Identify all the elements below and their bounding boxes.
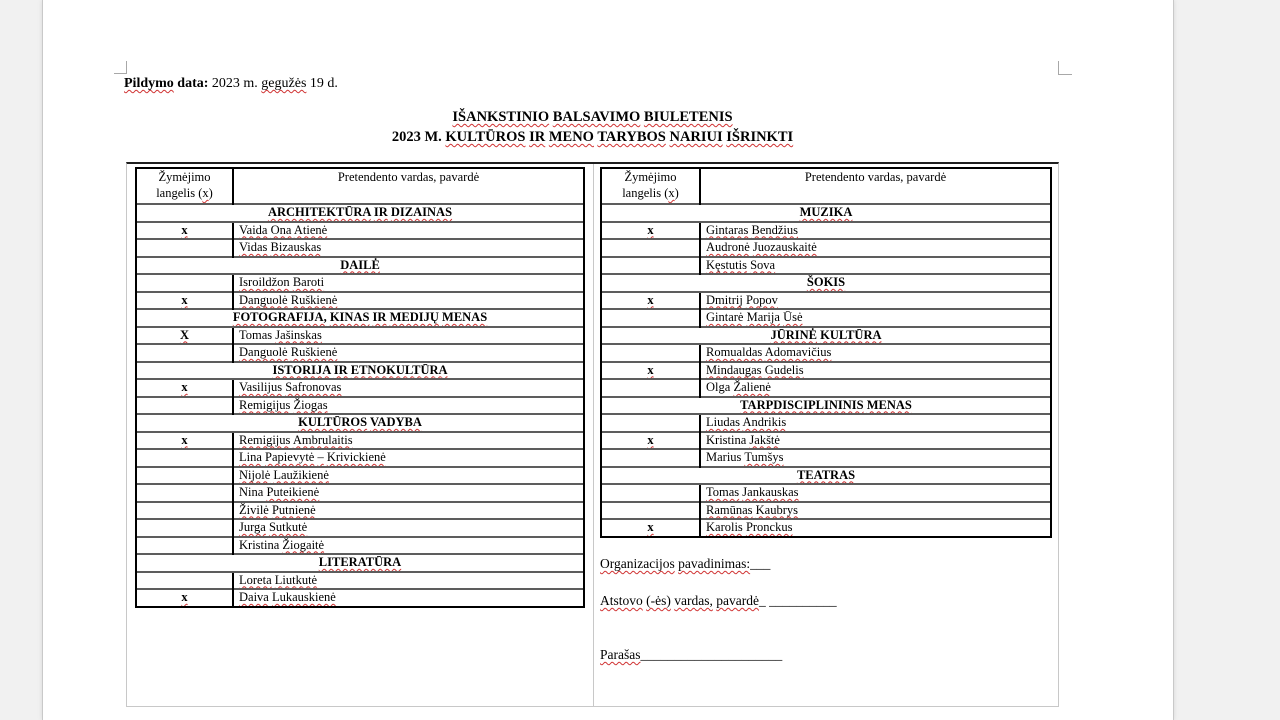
text-segment: Marius xyxy=(706,450,745,464)
misspelled-word: BALSAVIMO xyxy=(552,109,641,125)
misspelled-word: Vidas xyxy=(239,240,268,254)
candidate-name xyxy=(233,502,583,520)
text-segment: ___ xyxy=(750,556,771,571)
misspelled-word: Putnienė xyxy=(271,502,316,517)
misspelled-word: Audronė xyxy=(706,240,750,254)
mark-cell[interactable] xyxy=(137,327,233,345)
misspelled-word: – xyxy=(317,450,324,464)
misspelled-word: FOTOGRAFIJA, xyxy=(232,310,327,324)
misspelled-word: x xyxy=(181,292,188,307)
misspelled-word: Jašinskas xyxy=(275,327,322,342)
misspelled-word: Adomavičius xyxy=(764,345,832,359)
misspelled-word: IŠRINKTI xyxy=(726,129,794,145)
candidate-row xyxy=(602,519,1050,536)
candidate-name xyxy=(700,362,1050,380)
candidate-row xyxy=(602,502,1050,520)
candidate-name xyxy=(233,519,583,537)
candidate-row xyxy=(137,449,583,467)
mark-cell[interactable] xyxy=(137,274,233,292)
candidate-name xyxy=(233,327,583,345)
ballot-table-right-border xyxy=(600,167,1052,538)
candidate-row xyxy=(137,397,583,415)
misspelled-word: IR xyxy=(529,129,546,145)
candidate-row xyxy=(602,432,1050,450)
candidate-row xyxy=(137,572,583,590)
mark-cell[interactable] xyxy=(602,484,700,502)
candidate-name xyxy=(700,257,1050,275)
right-column xyxy=(594,164,1058,706)
column-header-mark xyxy=(137,169,233,204)
mark-col-header-line1: Žymėjimo xyxy=(158,170,211,184)
misspelled-word: Remigijus xyxy=(239,432,291,447)
mark-cell[interactable] xyxy=(137,449,233,467)
misspelled-word: Ambrulaitis xyxy=(292,432,353,447)
mark-cell[interactable] xyxy=(137,292,233,310)
misspelled-word: ISTORIJA xyxy=(272,362,331,377)
misspelled-word: x xyxy=(202,186,209,200)
misspelled-word: ARCHITEKTŪRA xyxy=(267,205,371,219)
misspelled-word: X xyxy=(179,327,190,342)
section-header xyxy=(602,204,1050,222)
misspelled-word: Kęstutis xyxy=(706,257,747,272)
misspelled-word: Organizacijos xyxy=(600,556,675,571)
mark-cell[interactable] xyxy=(602,362,700,380)
mark-cell[interactable] xyxy=(602,379,700,397)
candidate-name xyxy=(233,379,583,397)
candidate-name xyxy=(700,502,1050,520)
misspelled-word: Romualdas xyxy=(706,345,763,359)
misspelled-word: Juozauskaitė xyxy=(752,240,817,254)
candidate-name xyxy=(233,449,583,467)
candidate-name xyxy=(233,239,583,257)
signature-line xyxy=(600,647,782,662)
misspelled-word: x xyxy=(181,222,188,237)
candidate-name xyxy=(700,414,1050,432)
candidate-row xyxy=(137,222,583,240)
text-segment: data: xyxy=(173,76,212,91)
misspelled-word: VADYBA xyxy=(370,415,422,429)
misspelled-word: Safronovas xyxy=(285,380,342,394)
candidate-row xyxy=(602,449,1050,467)
misspelled-word: MEDIJŲ xyxy=(389,310,439,324)
misspelled-word: DAILĖ xyxy=(340,257,380,272)
misspelled-word: Živilė xyxy=(239,502,269,517)
section-header xyxy=(137,309,583,327)
candidate-row xyxy=(137,502,583,520)
misspelled-word: Kaubrys xyxy=(755,502,799,517)
misspelled-word: (-ės) xyxy=(646,593,671,608)
candidate-row xyxy=(602,344,1050,362)
candidate-name xyxy=(700,222,1050,240)
candidate-row xyxy=(137,379,583,397)
candidate-name xyxy=(233,589,583,606)
candidate-name xyxy=(233,467,583,485)
misspelled-word: Daiva xyxy=(239,590,269,604)
misspelled-word: Puteikienė xyxy=(266,485,320,499)
mark-cell[interactable] xyxy=(602,292,700,310)
candidate-row xyxy=(602,414,1050,432)
misspelled-word: Ruškienė xyxy=(290,345,338,359)
mark-cell[interactable] xyxy=(602,239,700,257)
misspelled-word: Atienė xyxy=(293,222,328,237)
misspelled-word: Ramūnas xyxy=(706,502,753,517)
misspelled-word: Vaida xyxy=(239,222,268,237)
column-header-name: Pretendento vardas, pavardė xyxy=(700,169,1050,204)
mark-cell[interactable] xyxy=(602,502,700,520)
section-header xyxy=(602,274,1050,292)
misspelled-word: KULTŪROS xyxy=(298,415,368,429)
candidate-row xyxy=(602,222,1050,240)
misspelled-word: Pildymo xyxy=(124,76,174,91)
candidate-name xyxy=(233,344,583,362)
candidate-row xyxy=(137,432,583,450)
misspelled-word: TARYBOS xyxy=(597,129,666,145)
mark-col-header-line1: Žymėjimo xyxy=(624,170,677,184)
misspelled-word: Krivickienė xyxy=(326,450,386,464)
misspelled-word: x xyxy=(647,222,654,237)
misspelled-word: ŠOKIS xyxy=(806,275,846,289)
misspelled-word: pavardė xyxy=(716,593,759,608)
misspelled-word: Andrikis xyxy=(742,415,787,429)
mark-col-header-line2: langelis (x) xyxy=(622,186,679,200)
misspelled-word: x xyxy=(181,590,188,604)
ballot-table-left-border xyxy=(135,167,585,608)
text-segment: Nina xyxy=(239,485,267,499)
candidate-name xyxy=(233,432,583,450)
misspelled-word: Lukauskienė xyxy=(271,590,336,604)
misspelled-word: Lina xyxy=(239,450,262,464)
misspelled-word: KINAS xyxy=(329,310,370,324)
misspelled-word: Parašas xyxy=(600,647,641,662)
misspelled-word: TEATRAS xyxy=(796,467,856,482)
candidate-name xyxy=(700,432,1050,450)
misspelled-word: IR xyxy=(372,310,387,324)
column-header-mark xyxy=(602,169,700,204)
left-column xyxy=(127,164,594,706)
misspelled-word: Sutkutė xyxy=(268,520,308,534)
misspelled-word: TARPDISCIPLININIS xyxy=(740,397,864,412)
text-segment: 2023 m. xyxy=(211,76,262,91)
misspelled-word: x xyxy=(647,362,654,377)
mark-cell[interactable] xyxy=(137,397,233,415)
misspelled-word: gegužės xyxy=(261,76,307,91)
mark-cell[interactable] xyxy=(137,432,233,450)
misspelled-word: KULTŪRA xyxy=(820,327,882,342)
misspelled-word: Ūsė xyxy=(783,310,803,324)
mark-cell[interactable] xyxy=(602,257,700,275)
misspelled-word: Marija xyxy=(746,310,780,324)
misspelled-word: x xyxy=(647,292,654,307)
misspelled-word: pavadinimas: xyxy=(678,556,751,571)
candidate-name xyxy=(233,572,583,590)
section-header xyxy=(602,397,1050,415)
misspelled-word: Popov xyxy=(745,292,778,307)
misspelled-word: Bizauskas xyxy=(270,240,322,254)
misspelled-word: x xyxy=(668,186,675,200)
candidate-row xyxy=(137,239,583,257)
misspelled-word: x xyxy=(181,432,188,447)
candidate-row xyxy=(137,344,583,362)
misspelled-word: Gintaras xyxy=(706,222,749,237)
candidate-row xyxy=(137,467,583,485)
text-segment: 19 d. xyxy=(306,76,338,91)
mark-cell[interactable] xyxy=(137,589,233,606)
mark-cell[interactable] xyxy=(137,344,233,362)
section-header xyxy=(602,467,1050,485)
title-line-1 xyxy=(126,107,1059,127)
misspelled-word: x xyxy=(647,432,654,447)
misspelled-word: x xyxy=(181,380,188,394)
candidate-name xyxy=(233,537,583,555)
misspelled-word: Danguolė xyxy=(239,345,288,359)
section-header xyxy=(137,362,583,380)
ballot-layout-table xyxy=(126,162,1059,707)
mark-col-header-line2: langelis (x) xyxy=(156,186,213,200)
misspelled-word: LITERATŪRA xyxy=(318,555,402,569)
candidate-name xyxy=(700,344,1050,362)
mark-cell[interactable] xyxy=(137,519,233,537)
candidate-row xyxy=(137,537,583,555)
text-segment: _____________________ xyxy=(640,647,783,662)
misspelled-word: JŪRINĖ xyxy=(770,327,818,342)
misspelled-word: Jurga xyxy=(239,520,266,534)
candidate-name xyxy=(233,484,583,502)
candidate-name xyxy=(233,397,583,415)
misspelled-word: Nijolė xyxy=(239,467,271,482)
candidate-row xyxy=(602,239,1050,257)
candidate-row xyxy=(137,589,583,606)
candidate-row xyxy=(602,379,1050,397)
mark-cell[interactable] xyxy=(137,467,233,485)
misspelled-word: Bendžius xyxy=(751,222,799,237)
mark-cell[interactable] xyxy=(137,239,233,257)
misspelled-word: BIULETENIS xyxy=(643,109,733,125)
candidate-name xyxy=(700,239,1050,257)
text-boundary-corner-left-icon xyxy=(114,61,127,74)
misspelled-word: Ruškienė xyxy=(290,292,338,307)
misspelled-word: ETNOKULTŪRA xyxy=(350,362,448,377)
misspelled-word: DIZAINAS xyxy=(390,205,453,219)
misspelled-word: Loreta xyxy=(239,572,272,587)
title-line-2 xyxy=(126,127,1059,147)
section-header xyxy=(137,554,583,572)
misspelled-word: IŠANKSTINIO xyxy=(452,109,550,125)
misspelled-word: KULTŪROS xyxy=(445,129,526,145)
mark-cell[interactable] xyxy=(137,379,233,397)
misspelled-word: Žalienė xyxy=(733,380,771,394)
misspelled-word: Ona xyxy=(270,222,292,237)
candidate-row xyxy=(137,519,583,537)
misspelled-word: Gudelis xyxy=(764,362,804,377)
mark-cell[interactable] xyxy=(602,309,700,327)
misspelled-word: Laužikienė xyxy=(273,467,329,482)
mark-cell[interactable] xyxy=(137,572,233,590)
candidate-name xyxy=(700,309,1050,327)
fill-date-line xyxy=(124,76,338,92)
mark-cell[interactable] xyxy=(602,222,700,240)
candidate-name xyxy=(233,222,583,240)
text-boundary-corner-right-icon xyxy=(1058,61,1072,75)
mark-cell[interactable] xyxy=(137,502,233,520)
misspelled-word: Danguolė xyxy=(239,292,288,307)
mark-cell[interactable] xyxy=(137,222,233,240)
mark-cell[interactable] xyxy=(602,344,700,362)
section-header xyxy=(137,257,583,275)
misspelled-word: Remigijus xyxy=(239,397,291,412)
text-segment: Kristina xyxy=(239,537,283,552)
candidate-row xyxy=(137,484,583,502)
misspelled-word: Vasilijus xyxy=(239,380,283,394)
candidate-row xyxy=(137,292,583,310)
text-segment: 2023 M. xyxy=(391,129,446,145)
misspelled-word: MUZIKA xyxy=(799,205,853,219)
candidate-name xyxy=(233,274,583,292)
misspelled-word: Žiogaitė xyxy=(282,537,325,552)
misspelled-word: IR xyxy=(373,205,388,219)
misspelled-word: x xyxy=(647,520,654,534)
candidate-row xyxy=(602,484,1050,502)
representative-line xyxy=(600,593,837,608)
misspelled-word: Liudas xyxy=(706,415,741,429)
section-header xyxy=(602,327,1050,345)
text-segment: Tomas xyxy=(239,327,276,342)
candidate-name xyxy=(700,484,1050,502)
misspelled-word: Mindaugas xyxy=(706,362,762,377)
misspelled-word: MENAS xyxy=(866,397,912,412)
candidate-row xyxy=(602,292,1050,310)
candidate-name xyxy=(700,292,1050,310)
candidate-row xyxy=(137,327,583,345)
document-title xyxy=(126,107,1059,147)
misspelled-word: vardas, xyxy=(674,593,713,608)
misspelled-word: Liutkutė xyxy=(274,572,318,587)
mark-cell[interactable] xyxy=(602,432,700,450)
ballot-table-left xyxy=(137,169,583,606)
misspelled-word: Jakštė xyxy=(749,432,780,447)
text-segment: _ __________ xyxy=(758,593,837,608)
mark-cell[interactable] xyxy=(602,414,700,432)
mark-cell[interactable] xyxy=(602,449,700,467)
misspelled-word: Jankauskas xyxy=(742,485,799,499)
misspelled-word: Dmitrij xyxy=(706,292,743,307)
section-header xyxy=(137,204,583,222)
misspelled-word: Tumšys xyxy=(744,450,784,464)
misspelled-word: Isroildžon xyxy=(239,275,290,289)
organization-line xyxy=(600,556,770,571)
misspelled-word: MENAS xyxy=(442,310,488,324)
candidate-name xyxy=(700,379,1050,397)
misspelled-word: Žiogas xyxy=(293,397,328,412)
candidate-row xyxy=(602,257,1050,275)
misspelled-word: Atstovo xyxy=(600,593,643,608)
misspelled-word: MENO xyxy=(548,129,594,145)
mark-cell[interactable] xyxy=(602,519,700,536)
misspelled-word: NARIUI xyxy=(669,129,723,145)
candidate-row xyxy=(602,309,1050,327)
text-segment: Olga xyxy=(706,380,734,394)
candidate-name xyxy=(233,292,583,310)
misspelled-word: Pronckus xyxy=(745,520,793,534)
misspelled-word: Baroti xyxy=(292,275,325,289)
misspelled-word: Karolis xyxy=(706,520,743,534)
candidate-row xyxy=(602,362,1050,380)
section-header xyxy=(137,414,583,432)
candidate-row xyxy=(137,274,583,292)
column-header-name: Pretendento vardas, pavardė xyxy=(233,169,583,204)
ballot-table-right xyxy=(602,169,1050,536)
document-page[interactable] xyxy=(42,0,1174,720)
mark-cell[interactable] xyxy=(137,484,233,502)
misspelled-word: IR xyxy=(333,362,348,377)
candidate-name xyxy=(700,449,1050,467)
misspelled-word: Gintarė xyxy=(706,310,744,324)
mark-cell[interactable] xyxy=(137,537,233,555)
misspelled-word: Sova xyxy=(750,257,776,272)
misspelled-word: Papievytė xyxy=(265,450,315,464)
misspelled-word: Tomas xyxy=(706,485,740,499)
candidate-name xyxy=(700,519,1050,536)
text-segment: Kristina xyxy=(706,432,750,447)
